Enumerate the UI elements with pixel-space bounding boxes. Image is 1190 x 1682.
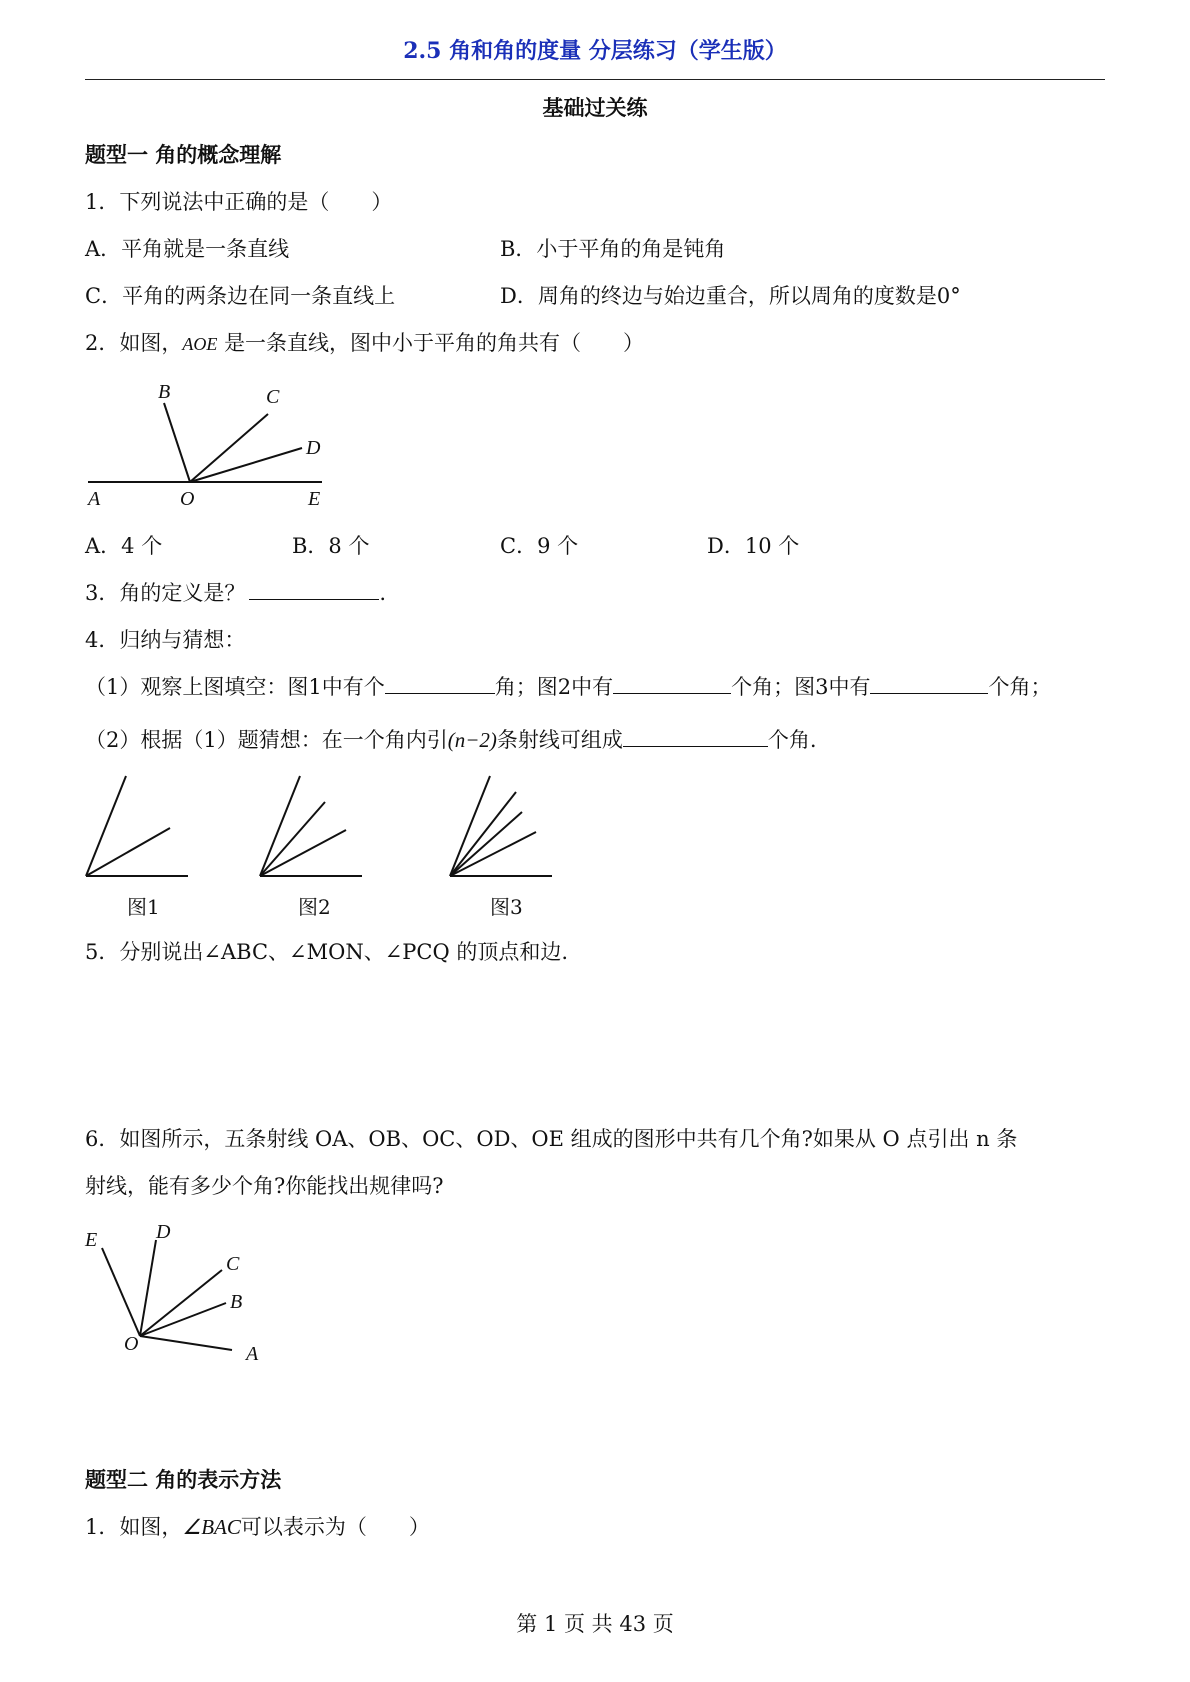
q4-p2-expr: (n−2) <box>447 728 497 752</box>
q6-line2: 射线，能有多少个角?你能找出规律吗? <box>85 1174 444 1198</box>
q3-text: 3．角的定义是？ <box>85 581 246 605</box>
label-d: D <box>306 437 321 459</box>
q4-p1-c: 个角；图3中有 <box>731 675 871 699</box>
q2-figure <box>80 370 340 515</box>
q4-figures <box>80 770 570 882</box>
q1-stem: 1．下列说法中正确的是（ ） <box>85 190 393 214</box>
document-title: 2.5 角和角的度量 分层练习（学生版） <box>403 38 787 64</box>
ray-od <box>190 448 302 482</box>
fig2-angles <box>260 776 362 876</box>
q1-option-c: C．平角的两条边在同一条直线上 <box>85 284 396 308</box>
q2-option-d: D．10 个 <box>707 534 800 558</box>
label-b: B <box>158 381 171 403</box>
fig1-angles <box>86 776 188 876</box>
q4-blank-3[interactable] <box>870 673 988 694</box>
q4-p1-a: （1）观察上图填空：图1中有个 <box>85 675 385 699</box>
fig2-caption: 图2 <box>298 895 331 919</box>
q2-stem-post: 是一条直线，图中小于平角的角共有（ ） <box>224 331 645 355</box>
type2-heading: 题型二 角的表示方法 <box>85 1467 282 1492</box>
fig3-angles <box>450 776 552 876</box>
q4-p2-a: （2）根据（1）题猜想：在一个角内引 <box>85 728 448 752</box>
q4-blank-1[interactable] <box>385 673 495 694</box>
type2-q1-stem <box>85 1513 430 1541</box>
q2-option-c: C．9 个 <box>500 534 579 558</box>
q5-stem: 5．分别说出∠ABC、∠MON、∠PCQ 的顶点和边. <box>85 940 569 964</box>
q4-blank-2[interactable] <box>613 673 731 694</box>
ray-od <box>140 1240 156 1336</box>
fig3-caption: 图3 <box>490 895 523 919</box>
q3-answer-blank[interactable] <box>249 579 379 600</box>
q4-stem: 4．归纳与猜想： <box>85 628 246 652</box>
q4-blank-4[interactable] <box>623 726 768 747</box>
type2-q1-var: ∠BAC <box>182 1515 241 1539</box>
label-a: A <box>88 488 101 510</box>
ray-ob <box>140 1303 226 1336</box>
ray-oc <box>140 1270 222 1336</box>
q4-p1-d: 个角； <box>988 675 1052 699</box>
type2-q1-pre: 1．如图， <box>85 1515 183 1539</box>
q4-part2 <box>85 726 817 754</box>
q1-option-d: D．周角的终边与始边重合，所以周角的度数是0° <box>500 284 961 308</box>
q4-p1-b: 角；图2中有 <box>494 675 614 699</box>
fig1-caption: 图1 <box>127 895 160 919</box>
label-e: E <box>85 1229 98 1251</box>
ray-ob <box>164 403 190 482</box>
label-e: E <box>308 488 321 510</box>
q1-option-b: B．小于平角的角是钝角 <box>500 237 726 261</box>
section-heading: 基础过关练 <box>542 95 648 120</box>
q3-stem <box>85 579 386 607</box>
ray-oc <box>190 414 268 482</box>
q2-stem <box>85 329 644 358</box>
q6-line1: 6．如图所示，五条射线 OA、OB、OC、OD、OE 组成的图形中共有几个角?如果从 O 点引出 n 条 <box>85 1127 1018 1151</box>
label-o: O <box>180 488 195 510</box>
q2-option-a: A．4 个 <box>85 534 163 558</box>
label-a: A <box>246 1343 259 1365</box>
type1-heading: 题型一 角的概念理解 <box>85 142 282 167</box>
q3-end: . <box>379 581 387 605</box>
q4-p2-c: 个角. <box>767 728 817 752</box>
header-rule <box>85 79 1105 80</box>
label-c: C <box>226 1253 240 1275</box>
q2-stem-pre: 2．如图， <box>85 331 183 355</box>
label-b: B <box>230 1291 243 1313</box>
label-c: C <box>266 386 280 408</box>
q1-option-a: A．平角就是一条直线 <box>85 237 290 261</box>
q2-option-b: B．8 个 <box>292 534 370 558</box>
type2-q1-post: 可以表示为（ ） <box>240 1515 430 1539</box>
q2-stem-var: AOE <box>182 334 218 354</box>
ray-oa <box>140 1336 232 1350</box>
q4-p2-b: 条射线可组成 <box>496 728 623 752</box>
q6-figure <box>80 1218 280 1368</box>
page-footer: 第 1 页 共 43 页 <box>516 1612 674 1636</box>
ray-oe <box>102 1248 140 1336</box>
q4-part1 <box>85 673 1051 701</box>
label-o: O <box>124 1333 139 1355</box>
label-d: D <box>156 1221 171 1243</box>
